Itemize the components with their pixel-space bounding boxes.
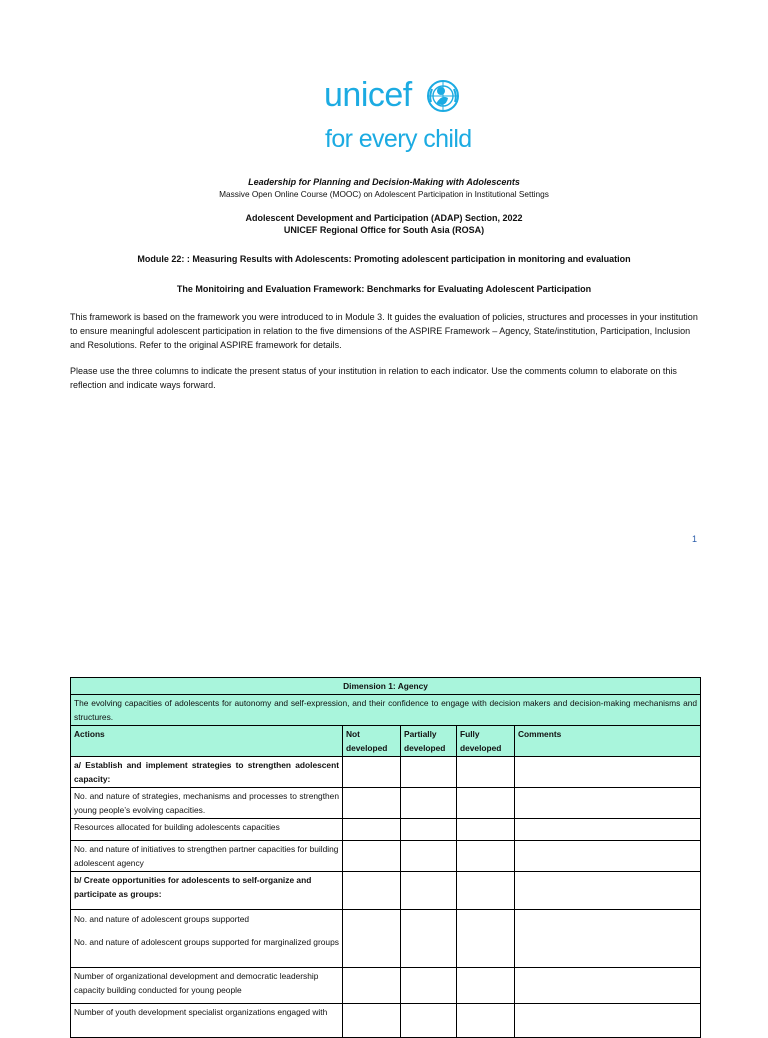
table-row bbox=[71, 819, 701, 841]
dimension-description-row bbox=[71, 695, 701, 726]
action-cell: a/ Establish and implement strategies to strengthen adolescent capacity: bbox=[71, 757, 343, 788]
partially-developed-cell[interactable] bbox=[401, 757, 457, 788]
action-text-secondary: No. and nature of adolescent groups supported for marginalized groups bbox=[74, 937, 339, 947]
comments-cell[interactable] bbox=[515, 1004, 701, 1038]
page-number: 1 bbox=[692, 534, 698, 544]
action-cell: Number of organizational development and democratic leadership capacity building conducted for young people bbox=[71, 968, 343, 1004]
table-row bbox=[71, 757, 701, 788]
fully-developed-cell[interactable] bbox=[457, 910, 515, 968]
fully-developed-cell[interactable] bbox=[457, 819, 515, 841]
table-row bbox=[71, 788, 701, 819]
unicef-emblem-icon bbox=[425, 78, 461, 114]
not-developed-cell[interactable] bbox=[343, 910, 401, 968]
action-cell: No. and nature of initiatives to strengthen partner capacities for building adolescent agency bbox=[71, 841, 343, 872]
action-cell: No. and nature of strategies, mechanisms and processes to strengthen young people’s evolving capacities. bbox=[71, 788, 343, 819]
partially-developed-cell[interactable] bbox=[401, 910, 457, 968]
unicef-logo bbox=[324, 76, 474, 160]
course-title: Leadership for Planning and Decision-Making with Adolescents bbox=[248, 177, 520, 187]
fully-developed-cell[interactable] bbox=[457, 757, 515, 788]
partially-developed-cell[interactable] bbox=[401, 788, 457, 819]
partially-developed-cell[interactable] bbox=[401, 819, 457, 841]
column-header-row bbox=[71, 726, 701, 757]
comments-cell[interactable] bbox=[515, 841, 701, 872]
comments-cell[interactable] bbox=[515, 968, 701, 1004]
action-cell: b/ Create opportunities for adolescents to self-organize and participate as groups: bbox=[71, 872, 343, 910]
table-row bbox=[71, 910, 701, 968]
action-cell: Number of youth development specialist organizations engaged with bbox=[71, 1004, 343, 1038]
action-cell: Resources allocated for building adolescents capacities bbox=[71, 819, 343, 841]
logo-tagline: for every child bbox=[325, 125, 472, 153]
course-subtitle: Massive Open Online Course (MOOC) on Adolescent Participation in Institutional Settings bbox=[219, 189, 549, 199]
fully-developed-cell[interactable] bbox=[457, 788, 515, 819]
framework-title: The Monitoiring and Evaluation Framework: Benchmarks for Evaluating Adolescent Participation bbox=[176, 284, 592, 294]
dimension-title-row bbox=[71, 678, 701, 695]
partially-developed-cell[interactable] bbox=[401, 841, 457, 872]
section-line-2: UNICEF Regional Office for South Asia (ROSA) bbox=[283, 225, 485, 235]
comments-cell[interactable] bbox=[515, 788, 701, 819]
column-header-not-developed: Not developed bbox=[343, 726, 401, 757]
action-text: No. and nature of adolescent groups supported bbox=[74, 914, 250, 924]
not-developed-cell[interactable] bbox=[343, 1004, 401, 1038]
column-header-comments: Comments bbox=[515, 726, 701, 757]
not-developed-cell[interactable] bbox=[343, 841, 401, 872]
comments-cell[interactable] bbox=[515, 872, 701, 910]
column-header-fully-developed: Fully developed bbox=[457, 726, 515, 757]
section-line-1: Adolescent Development and Participation (ADAP) Section, 2022 bbox=[245, 213, 523, 223]
partially-developed-cell[interactable] bbox=[401, 968, 457, 1004]
fully-developed-cell[interactable] bbox=[457, 968, 515, 1004]
partially-developed-cell[interactable] bbox=[401, 872, 457, 910]
table-row bbox=[71, 1004, 701, 1038]
not-developed-cell[interactable] bbox=[343, 819, 401, 841]
comments-cell[interactable] bbox=[515, 910, 701, 968]
not-developed-cell[interactable] bbox=[343, 872, 401, 910]
partially-developed-cell[interactable] bbox=[401, 1004, 457, 1038]
column-header-actions: Actions bbox=[71, 726, 343, 757]
logo-wordmark: unicef bbox=[324, 76, 412, 114]
table-row bbox=[71, 968, 701, 1004]
comments-cell[interactable] bbox=[515, 757, 701, 788]
action-cell bbox=[71, 910, 343, 968]
dimension-title: Dimension 1: Agency bbox=[71, 678, 701, 695]
table-row bbox=[71, 841, 701, 872]
column-header-partially-developed: Partially developed bbox=[401, 726, 457, 757]
not-developed-cell[interactable] bbox=[343, 968, 401, 1004]
dimension-description: The evolving capacities of adolescents for autonomy and self-expression, and their confidence to engage with decision makers and decision-making mechanisms and structures. bbox=[71, 695, 701, 726]
not-developed-cell[interactable] bbox=[343, 788, 401, 819]
agency-framework-table bbox=[70, 677, 701, 1038]
fully-developed-cell[interactable] bbox=[457, 1004, 515, 1038]
intro-paragraph: This framework is based on the framework you were introduced to in Module 3. It guides the evaluation of policies, structures and processes in your institution to ensure meaningful adolescent participation in relation to the five dimensions of the ASPIRE Framework – Agency, State/institution, Participation, Inclusion and Resolutions. Refer to the original ASPIRE framework for details. bbox=[70, 312, 698, 350]
instructions-paragraph: Please use the three columns to indicate the present status of your institution in relation to each indicator. Use the comments column to elaborate on this reflection and indicate ways forward. bbox=[70, 366, 677, 390]
not-developed-cell[interactable] bbox=[343, 757, 401, 788]
comments-cell[interactable] bbox=[515, 819, 701, 841]
module-title: Module 22: : Measuring Results with Adolescents: Promoting adolescent participation in monitoring and evaluation bbox=[137, 254, 631, 264]
fully-developed-cell[interactable] bbox=[457, 872, 515, 910]
table-row bbox=[71, 872, 701, 910]
fully-developed-cell[interactable] bbox=[457, 841, 515, 872]
